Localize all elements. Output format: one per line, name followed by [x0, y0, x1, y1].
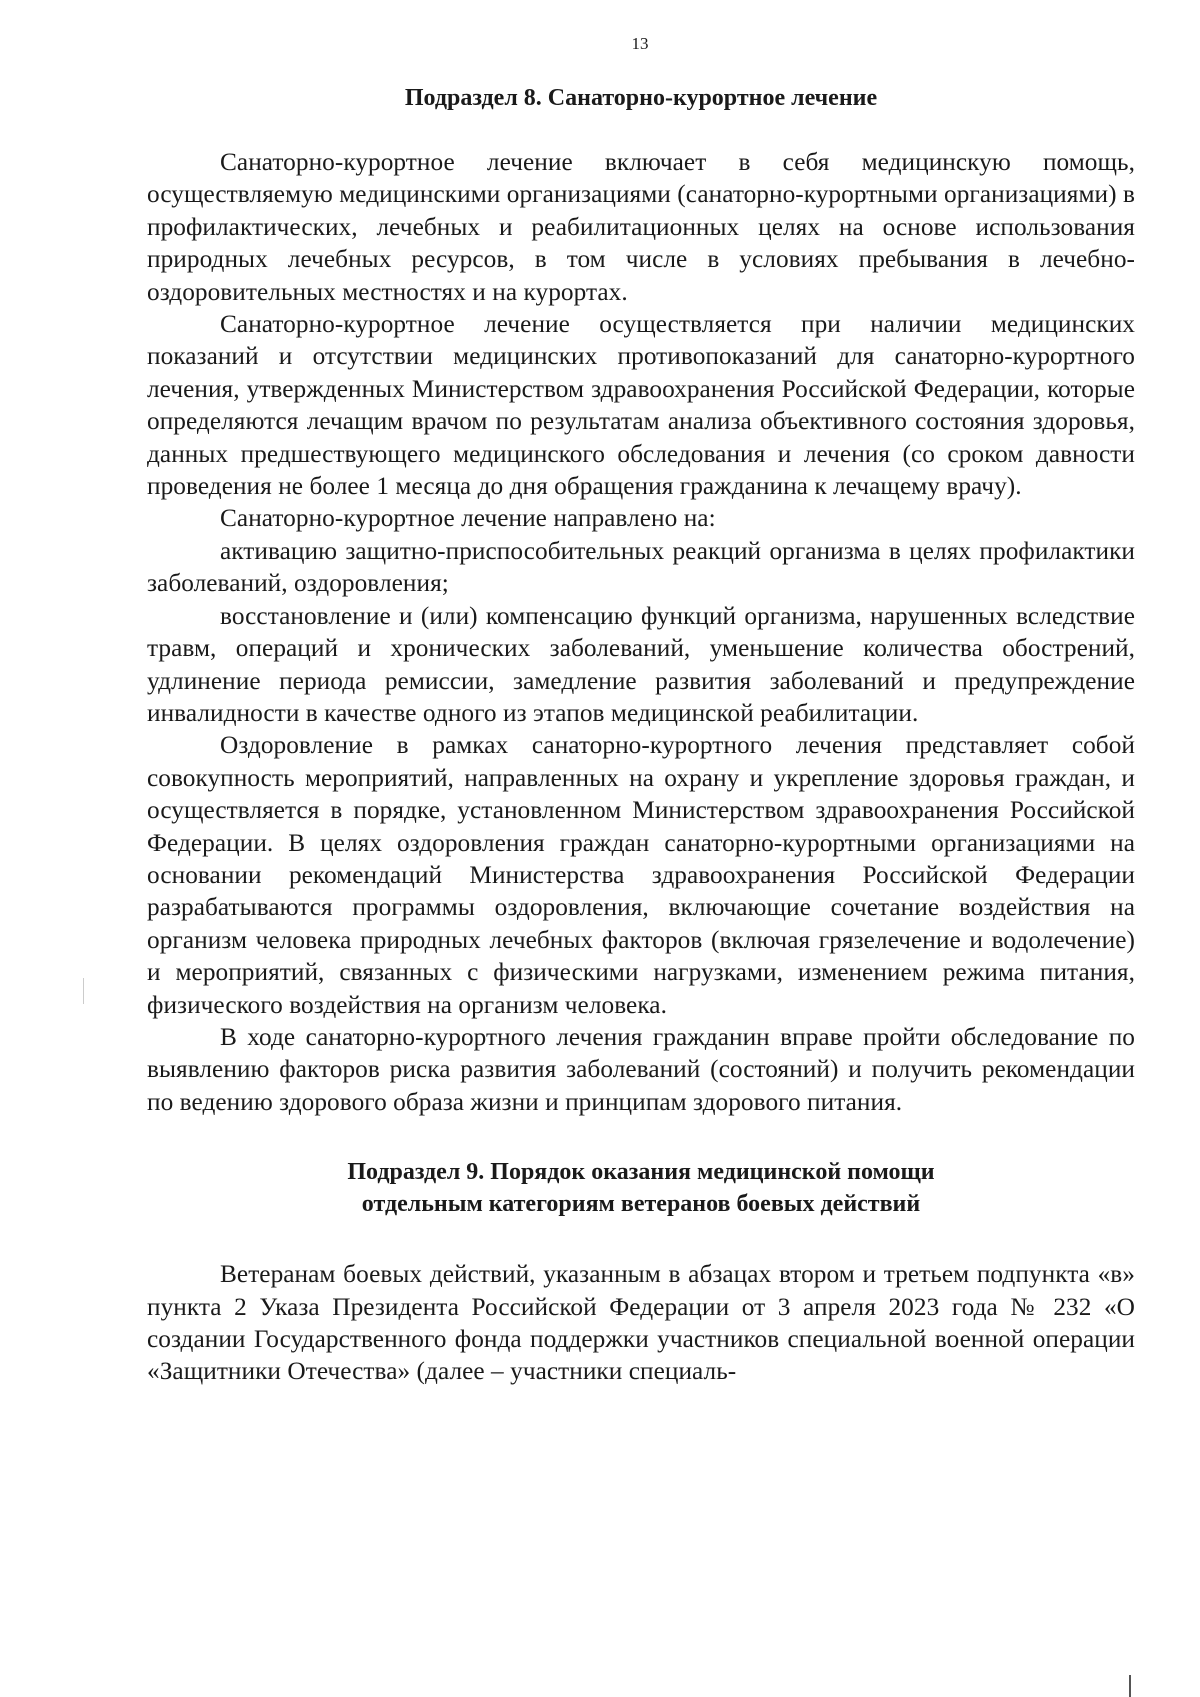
section-8-paragraph: В ходе санаторно-курортного лечения гражданин вправе пройти обследование по выявлению факторов риска развития заболеваний (состояний) и получить рекомендации по ведению здорового образа жизни и принципам здорового питания. — [147, 1022, 1135, 1116]
section-8-list-item: активацию защитно-приспособительных реакций организма в целях профилактики заболеваний, оздоровления; — [147, 536, 1135, 598]
scan-artifact — [1129, 1675, 1131, 1697]
scan-artifact — [83, 978, 84, 1004]
page-number: 13 — [631, 34, 649, 53]
section-8-list-item: восстановление и (или) компенсацию функций организма, нарушенных вследствие травм, операций и хронических заболеваний, уменьшение количества обострений, удлинение периода ремиссии, замедление развития заболеваний и предупреждение инвалидности в качестве одного из этапов медицинской реабилитации. — [147, 601, 1135, 727]
page-content — [147, 82, 1135, 1388]
section-8-paragraph: Санаторно-курортное лечение осуществляется при наличии медицинских показаний и отсутствии медицинских противопоказаний для санаторно-курортного лечения, утвержденных Министерством здравоохранения Российской Федерации, которые определяются лечащим врачом по результатам анализа объективного состояния здоровья, данных предшествующего медицинского обследования и лечения (со сроком давности проведения не более 1 месяца до дня обращения гражданина к лечащему врачу). — [147, 310, 1135, 501]
section-9-title-line-1: Подраздел 9. Порядок оказания медицинской помощи — [347, 1159, 935, 1186]
section-9-title — [147, 1156, 1135, 1220]
section-9-title-line-2: отдельным категориям ветеранов боевых действий — [361, 1191, 921, 1218]
section-8-title: Подраздел 8. Санаторно-курортное лечение — [404, 85, 878, 111]
section-8-paragraph: Оздоровление в рамках санаторно-курортного лечения представляет собой совокупность мероприятий, направленных на охрану и укрепление здоровья граждан, и осуществляется в порядке, установленном Министерством здравоохранения Российской Федерации. В целях оздоровления граждан санаторно-курортными организациями на основании рекомендаций Министерства здравоохранения Российской Федерации разрабатываются программы оздоровления, включающие сочетание воздействия на организм человека природных лечебных факторов (включая грязелечение и водолечение) и мероприятий, связанных с физическими нагрузками, изменением режима питания, физического воздействия на организм человека. — [147, 731, 1135, 1019]
section-8-paragraph: Санаторно-курортное лечение включает в себя медицинскую помощь, осуществляемую медицинскими организациями (санаторно-курортными организациями) в профилактических, лечебных и реабилитационных целях на основе использования природных лечебных ресурсов, в том числе в условиях пребывания в лечебно-оздоровительных местностях и на курортах. — [147, 148, 1135, 306]
section-9-paragraph: Ветеранам боевых действий, указанным в абзацах втором и третьем подпункта «в» пункта 2 Указа Президента Российской Федерации от 3 апреля 2023 года № 232 «О создании Государственного фонда поддержки участников специальной военной операции «Защитники Отечества» (далее – участники специаль- — [147, 1260, 1135, 1386]
section-8-paragraph: Санаторно-курортное лечение направлено на: — [220, 504, 716, 533]
